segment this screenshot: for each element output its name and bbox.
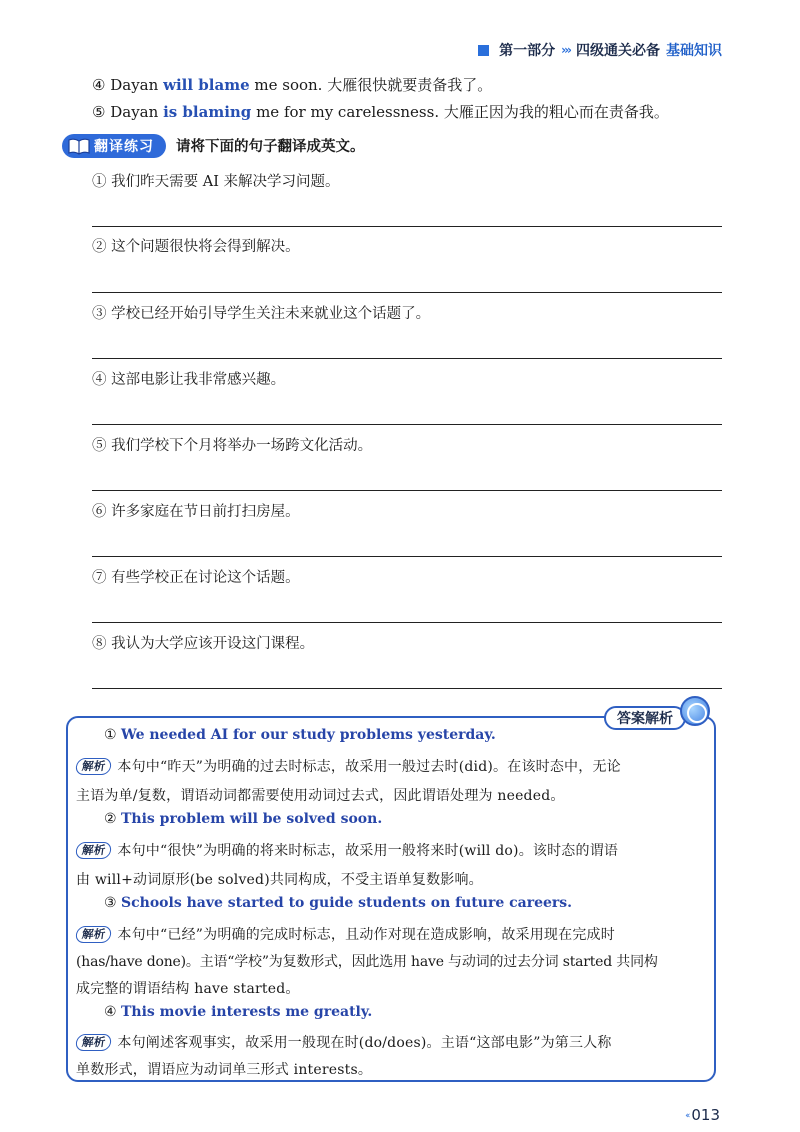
answer-line[interactable] — [92, 556, 722, 557]
analysis-line: 主语为单/复数，谓语动词都需要使用动词过去式，因此谓语处理为 needed。 — [76, 788, 565, 804]
analysis-badge: 解析 — [75, 1034, 113, 1051]
exercise-instruction: 请将下面的句子翻译成英文。 — [176, 138, 365, 155]
analysis-line: 由 will+动词原形(be solved)共同构成，不受主语单复数影响。 — [76, 872, 483, 888]
open-book-icon — [68, 138, 90, 155]
target-circle-icon — [680, 696, 710, 726]
analysis-line: 成完整的谓语结构 have started。 — [76, 981, 300, 997]
answer-line[interactable] — [92, 358, 722, 359]
analysis-line: (has/have done)。主语“学校”为复数形式，因此选用 have 与动词的过去分词 started 共同构 — [76, 954, 658, 970]
example-sentence: ④ Dayan will blame me soon. 大雁很快就要责备我了。 — [92, 76, 493, 94]
triple-chevron-icon: ››› — [561, 43, 570, 57]
question: ⑤ 我们学校下个月将举办一场跨文化活动。 — [92, 438, 373, 454]
question: ③ 学校已经开始引导学生关注未来就业这个话题了。 — [92, 306, 431, 322]
running-header — [478, 40, 722, 60]
analysis-badge: 解析 — [75, 842, 113, 859]
answer-line[interactable] — [92, 292, 722, 293]
question: ⑥ 许多家庭在节日前打扫房屋。 — [92, 504, 300, 520]
question: ② 这个问题很快将会得到解决。 — [92, 239, 300, 255]
analysis-badge: 解析 — [75, 926, 113, 943]
analysis-line: 单数形式，谓语应为动词单三形式 interests。 — [76, 1062, 373, 1078]
answer-analysis-title: 答案解析 — [604, 706, 686, 730]
answer-line[interactable] — [92, 622, 722, 623]
answer-line[interactable] — [92, 424, 722, 425]
header-highlight: 基础知识 — [666, 43, 722, 59]
question: ① 我们昨天需要 AI 来解决学习问题。 — [92, 174, 340, 190]
question: ⑧ 我认为大学应该开设这门课程。 — [92, 636, 315, 652]
double-chevron-icon: ‹‹ — [685, 1111, 689, 1121]
header-section: 四级通关必备 — [576, 43, 660, 59]
header-part: 第一部分 — [499, 43, 556, 59]
analysis-line: 解析 本句中“昨天”为明确的过去时标志，故采用一般过去时(did)。在该时态中，无论 — [76, 756, 621, 776]
answer-line[interactable] — [92, 490, 722, 491]
answer-line[interactable] — [92, 688, 722, 689]
answer-sentence: ③ Schools have started to guide students on future careers. — [104, 895, 573, 911]
square-bullet-icon — [478, 45, 489, 56]
example-sentence: ⑤ Dayan is blaming me for my carelessness. 大雁正因为我的粗心而在责备我。 — [92, 103, 669, 121]
analysis-line: 解析 本句阐述客观事实，故采用一般现在时(do/does)。主语“这部电影”为第三人称 — [76, 1032, 612, 1052]
analysis-line: 解析 本句中“已经”为明确的完成时标志，且动作对现在造成影响，故采用现在完成时 — [76, 924, 615, 944]
question: ⑦ 有些学校正在讨论这个话题。 — [92, 570, 300, 586]
page-number: ‹‹ 013 — [685, 1106, 720, 1124]
answer-sentence: ① We needed AI for our study problems yesterday. — [104, 727, 496, 743]
translation-exercise-tag — [62, 134, 166, 158]
answer-sentence: ② This problem will be solved soon. — [104, 811, 383, 827]
analysis-badge: 解析 — [75, 758, 113, 775]
tag-label: 翻译练习 — [94, 139, 154, 155]
analysis-line: 解析 本句中“很快”为明确的将来时标志，故采用一般将来时(will do)。该时态的谓语 — [76, 840, 618, 860]
answer-sentence: ④ This movie interests me greatly. — [104, 1004, 373, 1020]
question: ④ 这部电影让我非常感兴趣。 — [92, 372, 286, 388]
answer-line[interactable] — [92, 226, 722, 227]
